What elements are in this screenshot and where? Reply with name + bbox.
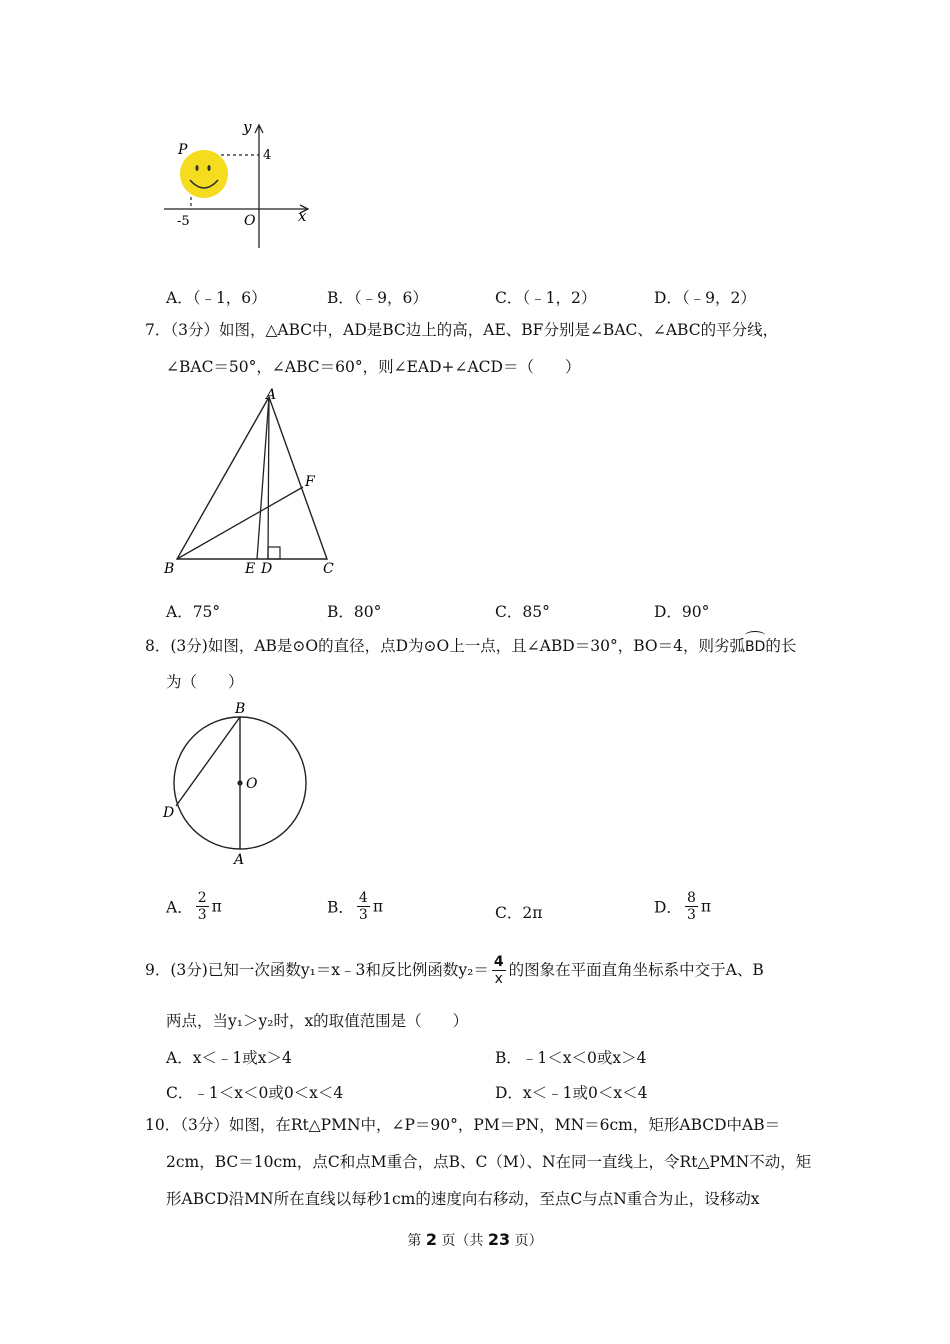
q9-stem-line1: 9．(3分)已知一次函数y₁＝x﹣3和反比例函数y₂＝ $\frac{4}{x}$ 的图象在平面直角坐标系中交于A、B [145,953,764,987]
point-d: D [261,561,273,577]
q6-option-a[interactable]: A．（﹣1，6） [166,289,267,307]
q7-stem-line2: ∠BAC＝50°，∠ABC＝60°，则∠EAD+∠ACD＝（ ） [166,358,581,376]
current-page-number: 2 [425,1230,437,1249]
q9-option-d[interactable]: D．x＜﹣1或0＜x＜4 [495,1084,648,1102]
vertex-f: F [305,474,315,490]
point-d: D [163,805,175,821]
q8-stem-post: 的长 [765,637,797,655]
q9-stem-line2: 两点，当y₁＞y₂时，x的取值范围是（ ） [166,1012,469,1030]
q8-circle-figure [155,695,325,870]
q8-option-b[interactable]: B． $\frac{4}{3}$ π [327,890,383,923]
p-label: P [178,142,188,158]
q6-option-b[interactable]: B．（﹣9，6） [327,289,428,307]
x-label: x [298,207,307,225]
vertex-a: A [266,387,277,403]
segment-bf [177,487,303,559]
chord-bd [176,717,240,806]
smiley-eye-right [207,165,210,171]
q8-stem-line2: 为（ ） [166,673,244,691]
arc-bd-label: BD [745,635,765,657]
fraction-2-3: $\frac{2}{3}$ [197,890,207,923]
q7-option-a[interactable]: A．75° [166,603,221,621]
smiley-eye-left [195,165,198,171]
q7-option-b[interactable]: B．80° [327,603,382,621]
q7-option-c[interactable]: C．85° [495,603,550,621]
q8-option-a[interactable]: A． $\frac{2}{3}$ π [166,890,222,923]
total-page-count: 23 [487,1230,511,1249]
point-o: O [246,776,258,792]
y-label: y [243,118,252,136]
q9-option-c[interactable]: C．﹣1＜x＜0或0＜x＜4 [166,1084,344,1102]
vertex-c: C [323,561,334,577]
right-angle-mark [268,547,280,559]
q9-option-b[interactable]: B．﹣1＜x＜0或x＞4 [495,1049,647,1067]
tick-label-4: 4 [263,148,272,163]
point-e: E [245,561,256,577]
q8-option-d[interactable]: D． $\frac{8}{3}$ π [654,890,712,923]
q6-option-c[interactable]: C．（﹣1，2） [495,289,597,307]
q8-option-c[interactable]: C．2π [495,904,543,922]
page-footer: 第 2 页（共 23 页） [407,1230,543,1249]
q7-stem-line1: 7．（3分）如图，△ABC中，AD是BC边上的高，AE、BF分别是∠BAC、∠ABC的平分线， [145,321,779,339]
point-a: A [234,852,245,868]
segment-ae [257,397,269,559]
vertex-b: B [164,561,175,577]
q8-stem-pre: 8．(3分)如图，AB是⊙O的直径，点D为⊙O上一点，且∠ABD＝30°，BO＝4，则劣弧 [145,637,745,655]
q10-stem-line2: 2cm，BC＝10cm，点C和点M重合，点B、C（M）、N在同一直线上，令Rt△PMN不动，矩 [166,1153,812,1171]
fraction-4-3: $\frac{4}{3}$ [358,890,368,923]
segment-ad [268,397,269,559]
q8-stem-line1 [145,635,796,657]
q10-stem-line3: 形ABCD沿MN所在直线以每秒1cm的速度向右移动，至点C与点N重合为止，设移动x [166,1190,760,1208]
tick-label-neg5: -5 [177,214,190,229]
origin-label: O [244,213,256,229]
q10-stem-line1: 10．（3分）如图，在Rt△PMN中，∠P＝90°，PM＝PN，MN＝6cm，矩形ABCD中AB＝ [145,1116,781,1134]
q6-option-d[interactable]: D．（﹣9，2） [654,289,756,307]
point-b: B [235,701,246,717]
q7-option-d[interactable]: D．90° [654,603,710,621]
fraction-8-3: $\frac{8}{3}$ [686,890,696,923]
q7-triangle-figure [160,385,345,580]
q6-figure [150,110,320,255]
center-dot [237,780,242,785]
fraction-4-over-x: $\frac{4}{x}$ [493,953,504,987]
q9-option-a[interactable]: A．x＜﹣1或x＞4 [166,1049,292,1067]
